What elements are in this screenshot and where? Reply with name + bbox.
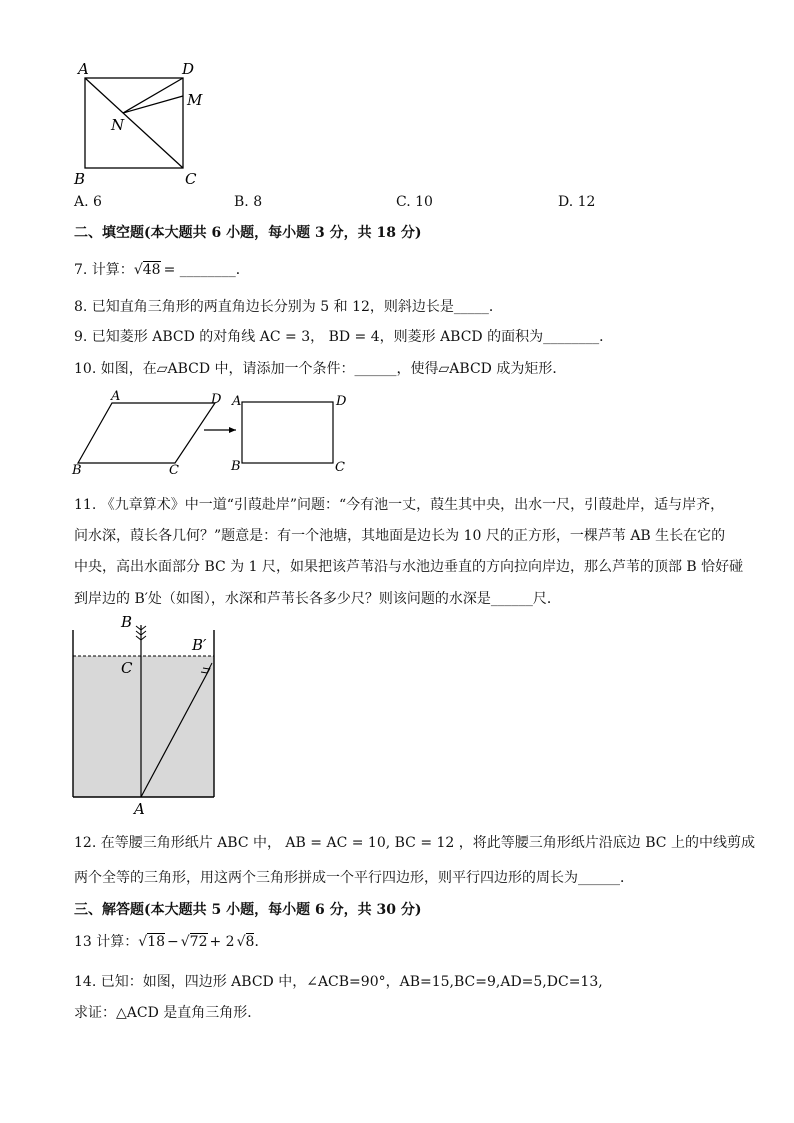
option-b: B. 8 [234, 194, 263, 210]
q14-line-1: 14. 已知：如图，四边形 ABCD 中，∠ACB=90°，AB=15,BC=9,AD=5,DC=13, [74, 974, 603, 990]
section-3-title: 三、解答题(本大题共 5 小题，每小题 6 分，共 30 分) [74, 902, 422, 918]
rect-label-b: B [231, 459, 241, 474]
figure-parallelogram-to-rectangle [70, 388, 360, 476]
label-d: D [182, 60, 195, 78]
label-m: M [187, 91, 203, 109]
label-c: C [121, 659, 133, 677]
q11-line-4: 到岸边的 B′处（如图），水深和芦苇长各多少尺？则该问题的水深是______尺． [74, 591, 561, 607]
q11-line-3: 中央，高出水面部分 BC 为 1 尺，如果把该芦苇沿与水池边垂直的方向拉向岸边，那么芦苇的顶部 B 恰好碰 [74, 559, 744, 575]
water-area [73, 656, 214, 797]
segment-nd [123, 78, 183, 113]
label-a: A [78, 60, 89, 78]
rect-label-c: C [335, 460, 345, 475]
figure-pond-reed [66, 612, 226, 820]
para-label-b: B [72, 463, 82, 476]
question-9: 9. 已知菱形 ABCD 的对角线 AC = 3， BD = 4，则菱形 ABCD 的面积为________． [74, 329, 614, 345]
diagonal-ac [85, 78, 183, 168]
q14-line-2: 求证：△ACD 是直角三角形． [74, 1005, 262, 1021]
question-7 [74, 261, 250, 279]
q12-line-2: 两个全等的三角形，用这两个三角形拼成一个平行四边形，则平行四边形的周长为______． [74, 870, 634, 886]
option-a: A. 6 [74, 194, 102, 210]
para-label-d: D [211, 392, 222, 407]
question-13 [74, 933, 268, 951]
option-c: C. 10 [396, 194, 433, 210]
rect-label-a: A [232, 394, 242, 409]
segment-nm [123, 96, 183, 113]
q11-line-2: 问水深，葭长各几何？”题意是：有一个池塘，其地面是边长为 10 尺的正方形，一棵芦苇 AB 生长在它的 [74, 528, 726, 544]
label-n: N [111, 116, 125, 134]
q7-prefix: 7. 计算： [74, 262, 134, 278]
sqrt-symbol: √ [180, 934, 190, 950]
q13-op-1: − [167, 934, 179, 950]
arrow-head [229, 427, 236, 433]
q13-radicand-2: 72 [189, 934, 208, 950]
para-label-c: C [169, 463, 179, 476]
section-2-title: 二、填空题(本大题共 6 小题，每小题 3 分，共 18 分) [74, 225, 422, 241]
label-b: B [74, 170, 86, 188]
question-8: 8. 已知直角三角形的两直角边长分别为 5 和 12，则斜边长是_____． [74, 299, 503, 315]
q13-radicand-3: 8 [245, 934, 255, 950]
rect-label-d: D [336, 394, 347, 409]
sqrt-symbol: √ [236, 934, 246, 950]
para-label-a: A [111, 389, 121, 404]
parallelogram [78, 403, 215, 463]
q13-radicand-1: 18 [147, 934, 166, 950]
sqrt-symbol: √ [138, 934, 148, 950]
q13-prefix: 13 计算： [74, 934, 139, 950]
sqrt-symbol: √ [133, 262, 143, 278]
q7-radicand: 48 [142, 262, 161, 278]
q13-op-2: + 2 [209, 934, 235, 950]
q13-suffix: ． [254, 934, 269, 950]
label-a: A [134, 800, 145, 818]
figure-square-abcd [70, 58, 210, 190]
q12-line-1: 12. 在等腰三角形纸片 ABC 中， AB = AC = 10, BC = 12 ，将此等腰三角形纸片沿底边 BC 上的中线剪成 [74, 835, 755, 851]
label-c: C [185, 170, 197, 188]
label-b-prime: B′ [192, 636, 207, 654]
question-10: 10. 如图，在▱ABCD 中，请添加一个条件：______，使得▱ABCD 成为矩形． [74, 361, 567, 377]
label-b: B [121, 613, 133, 631]
q7-suffix: = ________． [163, 262, 250, 278]
q11-line-1: 11. 《九章算术》中一道“引葭赴岸”问题：“今有池一丈，葭生其中央，出水一尺，引葭赴岸，适与岸齐， [74, 497, 725, 513]
rectangle [242, 402, 333, 463]
option-d: D. 12 [558, 194, 596, 210]
